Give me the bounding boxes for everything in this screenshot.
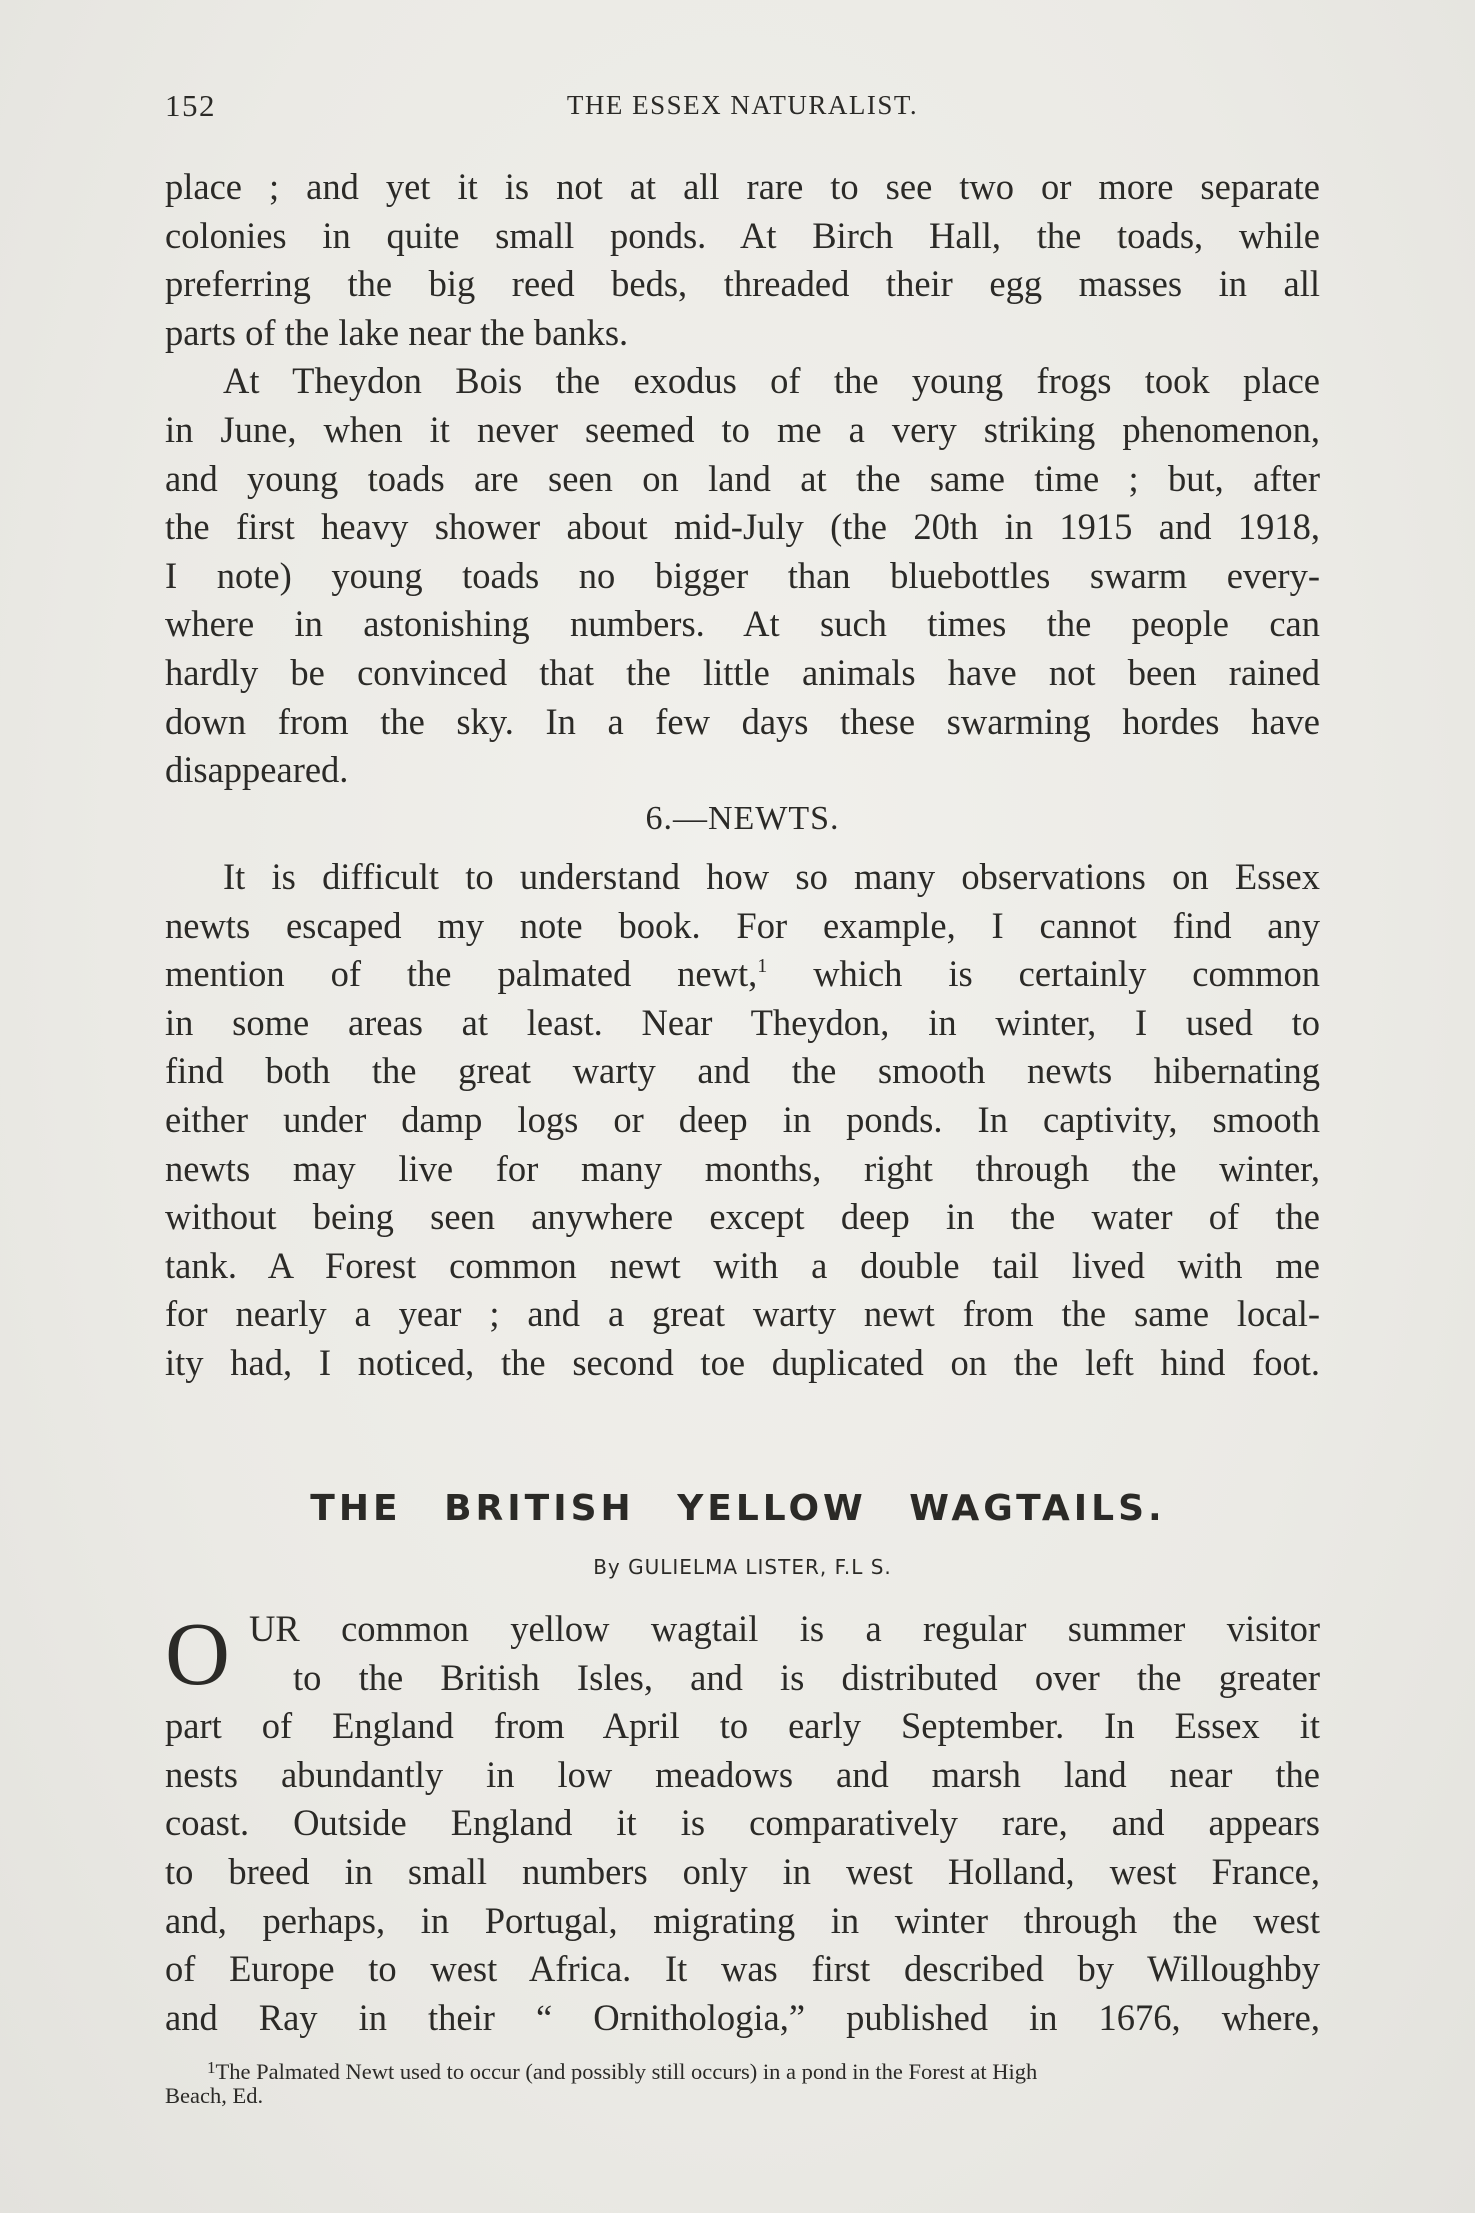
text-line: where in astonishing numbers. At such times the people can xyxy=(165,603,1320,645)
text-line: find both the great warty and the smooth newts hibernating xyxy=(165,1050,1320,1092)
toads-section-text xyxy=(165,163,1320,795)
footnote-line xyxy=(165,2060,1320,2084)
text-line: ity had, I noticed, the second toe duplicated on the left hind foot. xyxy=(165,1341,1320,1383)
text-line: At Theydon Bois the exodus of the young frogs took place xyxy=(223,360,1320,402)
footnote xyxy=(165,2060,1320,2108)
text-line: without being seen anywhere except deep in the water of the xyxy=(165,1196,1320,1238)
text-line: the first heavy shower about mid-July (the 20th in 1915 and 1918, xyxy=(165,506,1320,548)
section-heading-newts: 6.—NEWTS. xyxy=(645,800,840,837)
text-line: colonies in quite small ponds. At Birch Hall, the toads, while xyxy=(165,214,1320,256)
page-number: 152 xyxy=(165,88,216,123)
text-line: and Ray in their “ Ornithologia,” published in 1676, where, xyxy=(165,1996,1320,2038)
text-line: of Europe to west Africa. It was first described by Willoughby xyxy=(165,1948,1320,1990)
article-byline: By GULIELMA LISTER, F.L S. xyxy=(593,1555,892,1579)
article-body-text xyxy=(165,1605,1320,2042)
text-line: in June, when it never seemed to me a very striking phenomenon, xyxy=(165,408,1320,450)
article-title: THE BRITISH YELLOW WAGTAILS. xyxy=(310,1488,1166,1529)
text-fragment: mention of the palmated newt, xyxy=(165,953,758,995)
text-line: hardly be convinced that the little animals have not been rained xyxy=(165,651,1320,693)
drop-cap: O xyxy=(165,1605,230,1704)
text-line: either under damp logs or deep in ponds. In captivity, smooth xyxy=(165,1098,1320,1140)
text-line: preferring the big reed beds, threaded their egg masses in all xyxy=(165,263,1320,305)
text-line: newts may live for many months, right through the winter, xyxy=(165,1147,1320,1189)
footnote-reference: 1 xyxy=(757,955,768,978)
text-line xyxy=(165,950,1320,999)
text-line: parts of the lake near the banks. xyxy=(165,311,629,353)
running-head xyxy=(165,88,1320,128)
text-line: to breed in small numbers only in west Holland, west France, xyxy=(165,1850,1320,1892)
text-fragment: which is certainly common xyxy=(813,953,1320,995)
footnote-marker: 1 xyxy=(207,2058,216,2077)
text-line: down from the sky. In a few days these swarming hordes have xyxy=(165,700,1320,742)
text-line: I note) young toads no bigger than bluebottles swarm every- xyxy=(165,554,1320,596)
text-line: place ; and yet it is not at all rare to see two or more separate xyxy=(165,166,1320,207)
text-line: newts escaped my note book. For example, I cannot find any xyxy=(165,904,1320,946)
text-line: in some areas at least. Near Theydon, in winter, I used to xyxy=(165,1001,1320,1043)
text-line: It is difficult to understand how so many observations on Essex xyxy=(223,856,1320,897)
text-line: disappeared. xyxy=(165,749,349,791)
text-line: part of England from April to early September. In Essex it xyxy=(165,1705,1320,1747)
text-line: UR common yellow wagtail is a regular summer visitor xyxy=(249,1608,1320,1649)
footnote-text: The Palmated Newt used to occur (and possibly still occurs) in a pond in the Forest at High xyxy=(215,2059,1038,2084)
text-line: coast. Outside England it is comparatively rare, and appears xyxy=(165,1802,1320,1844)
text-line: for nearly a year ; and a great warty newt from the same local- xyxy=(165,1293,1320,1335)
text-line: and, perhaps, in Portugal, migrating in winter through the west xyxy=(165,1899,1320,1941)
newts-section-text xyxy=(165,853,1320,1388)
text-line: to the British Isles, and is distributed over the greater xyxy=(293,1656,1320,1698)
text-line: and young toads are seen on land at the same time ; but, after xyxy=(165,457,1320,499)
footnote-line: Beach, Ed. xyxy=(165,2083,264,2108)
text-line: tank. A Forest common newt with a double tail lived with me xyxy=(165,1244,1320,1286)
journal-title: THE ESSEX NATURALIST. xyxy=(566,90,919,120)
text-line: nests abundantly in low meadows and marsh land near the xyxy=(165,1753,1320,1795)
